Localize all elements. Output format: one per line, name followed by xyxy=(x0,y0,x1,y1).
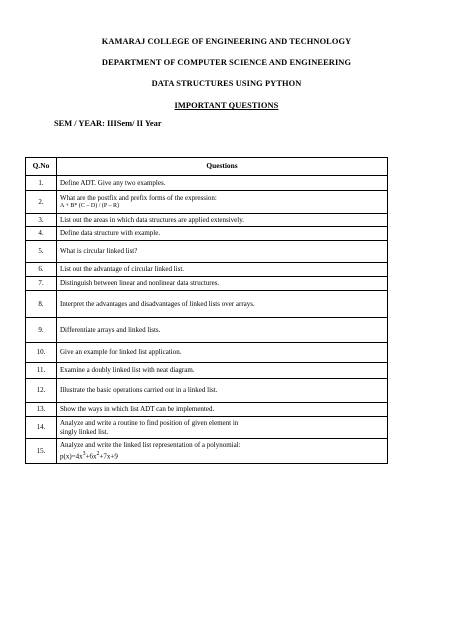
question-number: 4. xyxy=(26,227,57,241)
table-row xyxy=(26,318,388,343)
table-row xyxy=(26,403,388,417)
question-cell xyxy=(57,417,388,439)
question-number: 9. xyxy=(26,318,57,343)
table-row xyxy=(26,191,388,214)
question-text: Define data structure with example. xyxy=(57,227,388,241)
department-name: DEPARTMENT OF COMPUTER SCIENCE AND ENGINEERING xyxy=(101,58,352,67)
table-header-row xyxy=(26,158,388,176)
sem-year-label: SEM / YEAR: IIISem/ II Year xyxy=(54,119,162,128)
question-number: 14. xyxy=(26,417,57,439)
question-text: Analyze and write the linked list representation of a polynomial: xyxy=(60,441,241,450)
table-row xyxy=(26,263,388,277)
table-row xyxy=(26,363,388,379)
subject-name: DATA STRUCTURES USING PYTHON xyxy=(151,79,302,88)
table-row xyxy=(26,343,388,363)
question-text: Analyze and write a routine to find position of given element in xyxy=(60,418,239,427)
poly-part: +7x+9 xyxy=(99,452,118,461)
question-text: Distinguish between linear and nonlinear data structures. xyxy=(57,277,388,291)
question-number: 11. xyxy=(26,363,57,379)
question-cell xyxy=(57,439,388,464)
column-header-questions: Questions xyxy=(57,158,388,176)
polynomial-expression xyxy=(60,450,384,461)
college-name: KAMARAJ COLLEGE OF ENGINEERING AND TECHNOLOGY xyxy=(101,37,352,46)
table-row xyxy=(26,277,388,291)
question-cell xyxy=(57,191,388,214)
question-number: 12. xyxy=(26,379,57,403)
question-number: 15. xyxy=(26,439,57,464)
question-text: Interpret the advantages and disadvantages of linked lists over arrays. xyxy=(57,291,388,318)
poly-exponent: 2 xyxy=(96,450,100,457)
table-row xyxy=(26,176,388,191)
poly-exponent: 3 xyxy=(82,450,86,457)
question-text: What is circular linked list? xyxy=(57,241,388,263)
question-text: Examine a doubly linked list with neat diagram. xyxy=(57,363,388,379)
question-text: Illustrate the basic operations carried out in a linked list. xyxy=(57,379,388,403)
column-header-qno: Q.No xyxy=(26,158,57,176)
question-number: 13. xyxy=(26,403,57,417)
question-number: 10. xyxy=(26,343,57,363)
poly-part: +6x xyxy=(85,452,97,461)
question-number: 1. xyxy=(26,176,57,191)
question-text: List out the advantage of circular linked list. xyxy=(57,263,388,277)
questions-table xyxy=(25,157,388,464)
question-text: Define ADT. Give any two examples. xyxy=(57,176,388,191)
table-row xyxy=(26,379,388,403)
question-text: List out the areas in which data structures are applied extensively. xyxy=(57,214,388,227)
document-title: IMPORTANT QUESTIONS xyxy=(174,101,279,110)
table-row xyxy=(26,439,388,464)
question-number: 3. xyxy=(26,214,57,227)
question-text: Give an example for linked list application. xyxy=(57,343,388,363)
table-row xyxy=(26,291,388,318)
question-text-continued: singly linked list. xyxy=(60,427,109,436)
table-row xyxy=(26,417,388,439)
question-number: 6. xyxy=(26,263,57,277)
question-text: Show the ways in which list ADT can be implemented. xyxy=(57,403,388,417)
question-text: Differentiate arrays and linked lists. xyxy=(57,318,388,343)
question-number: 2. xyxy=(26,191,57,214)
table-row xyxy=(26,241,388,263)
question-expression: A + B* (C – D) / (P – R) xyxy=(60,202,119,209)
table-row xyxy=(26,214,388,227)
table-row xyxy=(26,227,388,241)
question-text: What are the postfix and prefix forms of the expression: xyxy=(60,194,217,202)
poly-part: p(x)=4x xyxy=(60,452,83,461)
question-number: 8. xyxy=(26,291,57,318)
question-number: 7. xyxy=(26,277,57,291)
question-number: 5. xyxy=(26,241,57,263)
